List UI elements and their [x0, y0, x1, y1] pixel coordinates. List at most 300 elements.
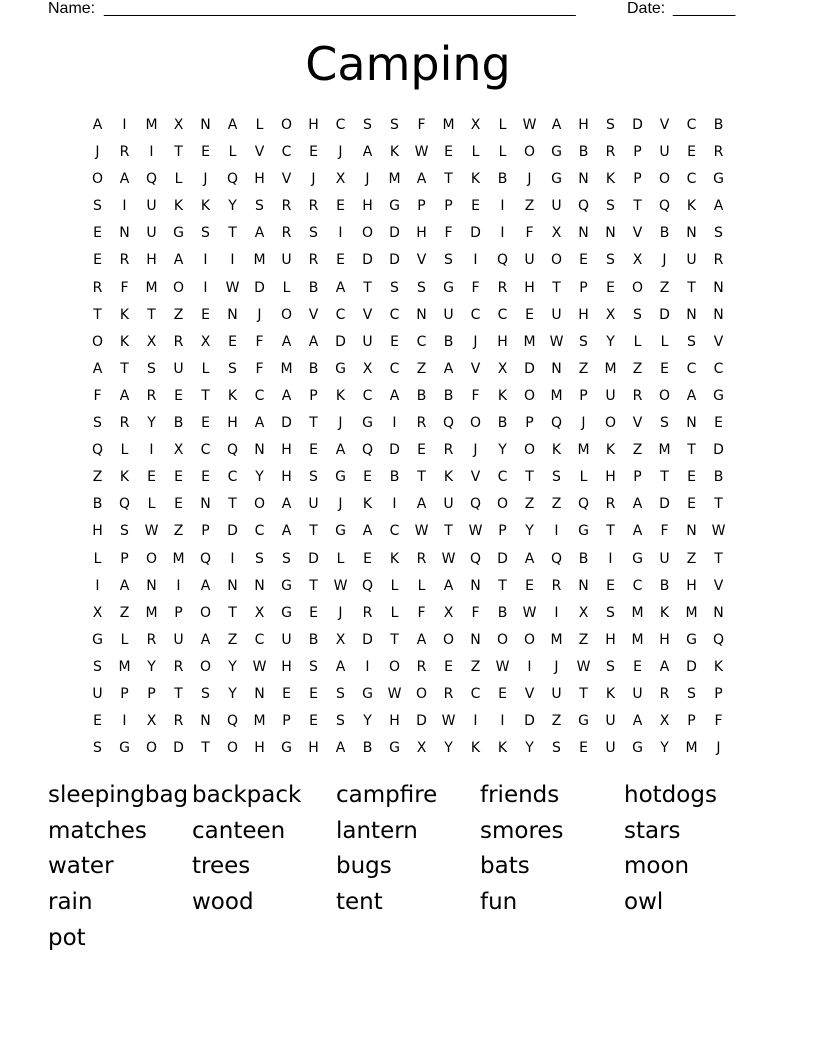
grid-letter[interactable]: I [149, 144, 154, 161]
grid-letter[interactable]: M [550, 631, 563, 648]
grid-letter[interactable]: S [606, 252, 615, 269]
grid-letter[interactable]: E [363, 469, 372, 486]
grid-letter[interactable]: G [443, 279, 454, 296]
grid-letter[interactable]: I [122, 198, 127, 215]
grid-letter[interactable]: R [119, 415, 130, 432]
grid-letter[interactable]: J [338, 144, 343, 161]
grid-letter[interactable]: Z [416, 360, 427, 377]
grid-letter[interactable]: J [338, 415, 343, 432]
grid-letter[interactable]: E [201, 306, 210, 323]
grid-letter[interactable]: C [281, 144, 292, 161]
grid-letter[interactable]: Z [119, 604, 130, 621]
grid-letter[interactable]: D [524, 713, 535, 730]
grid-letter[interactable]: Q [118, 496, 131, 513]
grid-letter[interactable]: P [633, 144, 642, 161]
grid-letter[interactable]: C [254, 631, 265, 648]
grid-letter[interactable]: P [147, 685, 156, 702]
grid-letter[interactable]: X [605, 306, 616, 323]
grid-letter[interactable]: Y [147, 415, 156, 432]
grid-letter[interactable]: O [523, 387, 536, 404]
grid-letter[interactable]: R [92, 279, 103, 296]
grid-letter[interactable]: B [578, 550, 589, 567]
grid-letter[interactable]: U [146, 198, 157, 215]
grid-letter[interactable]: S [255, 550, 264, 567]
grid-letter[interactable]: T [309, 577, 318, 594]
grid-letter[interactable]: M [172, 550, 185, 567]
grid-letter[interactable]: N [227, 306, 238, 323]
grid-letter[interactable]: J [473, 442, 478, 459]
grid-letter[interactable]: L [201, 360, 210, 377]
grid-letter[interactable]: Q [496, 252, 509, 269]
grid-letter[interactable]: V [470, 360, 481, 377]
grid-letter[interactable]: S [93, 415, 102, 432]
grid-letter[interactable]: A [713, 198, 724, 215]
grid-letter[interactable]: J [662, 252, 667, 269]
grid-letter[interactable]: F [714, 713, 723, 730]
grid-letter[interactable]: E [309, 144, 318, 161]
grid-letter[interactable]: Z [470, 658, 481, 675]
grid-letter[interactable]: S [93, 740, 102, 757]
grid-letter[interactable]: H [308, 117, 319, 133]
grid-letter[interactable]: O [145, 740, 158, 757]
grid-letter[interactable]: M [253, 252, 266, 269]
grid-letter[interactable]: X [146, 333, 157, 350]
grid-letter[interactable]: J [311, 171, 316, 188]
grid-letter[interactable]: M [577, 442, 590, 459]
grid-letter[interactable]: S [228, 360, 237, 377]
grid-letter[interactable]: C [497, 469, 508, 486]
grid-letter[interactable]: M [442, 117, 455, 133]
grid-letter[interactable]: D [659, 496, 670, 513]
grid-letter[interactable]: I [365, 658, 370, 675]
grid-letter[interactable]: T [444, 171, 453, 188]
grid-letter[interactable]: E [336, 252, 345, 269]
grid-letter[interactable]: K [389, 144, 400, 161]
grid-letter[interactable]: R [416, 658, 427, 675]
grid-letter[interactable]: T [687, 442, 696, 459]
grid-letter[interactable]: L [633, 333, 642, 350]
grid-letter[interactable]: L [390, 577, 399, 594]
grid-letter[interactable]: G [551, 171, 562, 188]
grid-letter[interactable]: H [389, 713, 400, 730]
grid-letter[interactable]: U [173, 631, 184, 648]
grid-letter[interactable]: M [658, 442, 671, 459]
grid-letter[interactable]: E [687, 469, 696, 486]
grid-letter[interactable]: A [443, 577, 454, 594]
grid-letter[interactable]: R [173, 658, 184, 675]
grid-letter[interactable]: W [522, 117, 537, 133]
grid-letter[interactable]: N [686, 415, 697, 432]
grid-letter[interactable]: E [228, 333, 237, 350]
grid-letter[interactable]: S [687, 685, 696, 702]
grid-letter[interactable]: P [444, 198, 453, 215]
grid-letter[interactable]: F [525, 225, 534, 242]
grid-letter[interactable]: X [335, 631, 346, 648]
grid-letter[interactable]: O [388, 658, 401, 675]
grid-letter[interactable]: O [253, 496, 266, 513]
grid-letter[interactable]: Z [659, 279, 670, 296]
grid-letter[interactable]: J [473, 333, 478, 350]
grid-letter[interactable]: Z [227, 631, 238, 648]
grid-letter[interactable]: S [417, 279, 426, 296]
grid-letter[interactable]: G [713, 171, 724, 188]
grid-letter[interactable]: O [658, 387, 671, 404]
grid-letter[interactable]: V [362, 306, 373, 323]
grid-letter[interactable]: O [172, 279, 185, 296]
grid-letter[interactable]: X [497, 360, 508, 377]
grid-letter[interactable]: O [496, 496, 509, 513]
grid-letter[interactable]: E [579, 740, 588, 757]
grid-letter[interactable]: U [308, 496, 319, 513]
grid-letter[interactable]: E [390, 333, 399, 350]
grid-letter[interactable]: E [498, 685, 507, 702]
grid-letter[interactable]: S [93, 658, 102, 675]
grid-letter[interactable]: A [416, 496, 427, 513]
grid-letter[interactable]: F [660, 523, 669, 540]
grid-letter[interactable]: D [497, 550, 508, 567]
grid-letter[interactable]: U [146, 225, 157, 242]
grid-letter[interactable]: B [578, 144, 589, 161]
grid-letter[interactable]: S [606, 604, 615, 621]
grid-letter[interactable]: T [714, 550, 723, 567]
grid-letter[interactable]: N [551, 360, 562, 377]
grid-letter[interactable]: D [389, 225, 400, 242]
grid-letter[interactable]: B [362, 740, 373, 757]
grid-letter[interactable]: U [92, 685, 103, 702]
grid-letter[interactable]: Y [660, 740, 669, 757]
grid-letter[interactable]: B [497, 415, 508, 432]
grid-letter[interactable]: O [415, 685, 428, 702]
grid-letter[interactable]: O [469, 415, 482, 432]
grid-letter[interactable]: W [468, 523, 483, 540]
grid-letter[interactable]: G [362, 415, 373, 432]
grid-letter[interactable]: W [549, 333, 564, 350]
grid-letter[interactable]: E [363, 550, 372, 567]
grid-letter[interactable]: G [173, 225, 184, 242]
grid-letter[interactable]: L [120, 631, 129, 648]
grid-letter[interactable]: O [496, 631, 509, 648]
grid-letter[interactable]: H [254, 171, 265, 188]
grid-letter[interactable]: H [227, 415, 238, 432]
grid-letter[interactable]: V [416, 252, 427, 269]
grid-letter[interactable]: T [498, 577, 507, 594]
grid-letter[interactable]: T [93, 306, 102, 323]
grid-letter[interactable]: P [714, 685, 723, 702]
grid-letter[interactable]: S [606, 117, 615, 133]
grid-letter[interactable]: B [713, 469, 724, 486]
grid-letter[interactable]: H [146, 252, 157, 269]
grid-letter[interactable]: A [200, 631, 211, 648]
grid-letter[interactable]: E [471, 198, 480, 215]
grid-letter[interactable]: F [471, 279, 480, 296]
grid-letter[interactable]: W [414, 144, 429, 161]
grid-letter[interactable]: O [91, 171, 104, 188]
grid-letter[interactable]: S [606, 658, 615, 675]
grid-letter[interactable]: Q [361, 442, 374, 459]
grid-letter[interactable]: M [145, 279, 158, 296]
grid-letter[interactable]: K [470, 171, 481, 188]
grid-letter[interactable]: S [444, 252, 453, 269]
grid-letter[interactable]: K [713, 658, 724, 675]
grid-letter[interactable]: S [309, 658, 318, 675]
grid-letter[interactable]: R [551, 577, 562, 594]
grid-letter[interactable]: M [631, 604, 644, 621]
grid-letter[interactable]: A [92, 117, 103, 133]
grid-letter[interactable]: B [443, 333, 454, 350]
grid-letter[interactable]: Q [145, 171, 158, 188]
grid-letter[interactable]: F [417, 117, 426, 133]
grid-letter[interactable]: E [93, 225, 102, 242]
grid-letter[interactable]: T [417, 469, 426, 486]
grid-letter[interactable]: E [606, 577, 615, 594]
grid-letter[interactable]: A [416, 171, 427, 188]
grid-letter[interactable]: S [93, 198, 102, 215]
grid-letter[interactable]: V [281, 171, 292, 188]
grid-letter[interactable]: Q [442, 415, 455, 432]
grid-letter[interactable]: Z [551, 713, 562, 730]
grid-letter[interactable]: V [632, 415, 643, 432]
grid-letter[interactable]: W [441, 713, 456, 730]
grid-letter[interactable]: E [282, 685, 291, 702]
grid-letter[interactable]: C [362, 387, 373, 404]
grid-letter[interactable]: W [225, 279, 240, 296]
grid-letter[interactable]: Z [632, 360, 643, 377]
grid-letter[interactable]: B [308, 360, 319, 377]
grid-letter[interactable]: S [363, 117, 372, 133]
grid-letter[interactable]: N [200, 496, 211, 513]
grid-letter[interactable]: P [687, 713, 696, 730]
grid-letter[interactable]: O [280, 306, 293, 323]
grid-letter[interactable]: N [686, 225, 697, 242]
grid-letter[interactable]: N [713, 306, 724, 323]
grid-letter[interactable]: O [145, 550, 158, 567]
grid-letter[interactable]: D [659, 306, 670, 323]
grid-letter[interactable]: O [523, 144, 536, 161]
grid-letter[interactable]: Z [578, 360, 589, 377]
grid-letter[interactable]: B [308, 279, 319, 296]
grid-letter[interactable]: D [254, 279, 265, 296]
grid-letter[interactable]: K [227, 387, 238, 404]
grid-letter[interactable]: X [173, 117, 184, 133]
grid-letter[interactable]: A [119, 387, 130, 404]
grid-letter[interactable]: G [632, 550, 643, 567]
grid-letter[interactable]: B [497, 171, 508, 188]
grid-letter[interactable]: S [201, 225, 210, 242]
grid-letter[interactable]: U [443, 306, 454, 323]
grid-letter[interactable]: T [363, 279, 372, 296]
name-field[interactable]: _____________________________________________________ [104, 0, 576, 17]
grid-letter[interactable]: M [685, 740, 698, 757]
grid-letter[interactable]: U [524, 252, 535, 269]
grid-letter[interactable]: S [147, 360, 156, 377]
grid-letter[interactable]: G [281, 740, 292, 757]
grid-letter[interactable]: W [414, 523, 429, 540]
grid-letter[interactable]: E [174, 496, 183, 513]
grid-letter[interactable]: I [392, 496, 397, 513]
grid-letter[interactable]: K [686, 198, 697, 215]
grid-letter[interactable]: A [281, 523, 292, 540]
grid-letter[interactable]: A [308, 333, 319, 350]
grid-letter[interactable]: A [92, 360, 103, 377]
grid-letter[interactable]: R [443, 685, 454, 702]
grid-letter[interactable]: S [390, 279, 399, 296]
grid-letter[interactable]: S [606, 198, 615, 215]
grid-letter[interactable]: D [686, 658, 697, 675]
grid-letter[interactable]: V [713, 333, 724, 350]
grid-letter[interactable]: N [254, 577, 265, 594]
grid-letter[interactable]: D [362, 252, 373, 269]
grid-letter[interactable]: N [578, 577, 589, 594]
grid-letter[interactable]: O [199, 604, 212, 621]
grid-letter[interactable]: Z [632, 442, 643, 459]
grid-letter[interactable]: A [632, 523, 643, 540]
grid-letter[interactable]: A [281, 333, 292, 350]
grid-letter[interactable]: C [713, 360, 724, 377]
grid-letter[interactable]: T [120, 360, 129, 377]
grid-letter[interactable]: M [253, 713, 266, 730]
grid-letter[interactable]: R [605, 496, 616, 513]
grid-letter[interactable]: C [686, 360, 697, 377]
grid-letter[interactable]: F [471, 604, 480, 621]
grid-letter[interactable]: L [255, 117, 264, 133]
grid-letter[interactable]: N [416, 306, 427, 323]
grid-letter[interactable]: A [632, 713, 643, 730]
grid-letter[interactable]: H [281, 442, 292, 459]
grid-letter[interactable]: O [631, 279, 644, 296]
grid-letter[interactable]: W [387, 685, 402, 702]
grid-letter[interactable]: P [309, 387, 318, 404]
grid-letter[interactable]: J [338, 496, 343, 513]
grid-letter[interactable]: Y [498, 442, 507, 459]
grid-letter[interactable]: J [527, 171, 532, 188]
grid-letter[interactable]: R [659, 685, 670, 702]
grid-letter[interactable]: E [417, 442, 426, 459]
grid-letter[interactable]: U [362, 333, 373, 350]
grid-letter[interactable]: D [173, 740, 184, 757]
grid-letter[interactable]: W [711, 523, 726, 540]
grid-letter[interactable]: D [362, 631, 373, 648]
grid-letter[interactable]: D [335, 333, 346, 350]
grid-letter[interactable]: F [93, 387, 102, 404]
grid-letter[interactable]: G [281, 577, 292, 594]
grid-letter[interactable]: B [92, 496, 103, 513]
grid-letter[interactable]: X [443, 604, 454, 621]
grid-letter[interactable]: E [660, 360, 669, 377]
grid-letter[interactable]: S [309, 225, 318, 242]
grid-letter[interactable]: C [335, 117, 346, 133]
grid-letter[interactable]: A [173, 252, 184, 269]
grid-letter[interactable]: H [578, 306, 589, 323]
grid-letter[interactable]: A [281, 387, 292, 404]
grid-letter[interactable]: W [495, 658, 510, 675]
grid-letter[interactable]: I [500, 713, 505, 730]
grid-letter[interactable]: E [444, 144, 453, 161]
grid-letter[interactable]: H [92, 523, 103, 540]
grid-letter[interactable]: T [174, 144, 183, 161]
grid-letter[interactable]: S [552, 469, 561, 486]
grid-letter[interactable]: Z [578, 631, 589, 648]
grid-letter[interactable]: X [551, 225, 562, 242]
grid-letter[interactable]: M [118, 658, 131, 675]
grid-letter[interactable]: A [254, 415, 265, 432]
grid-letter[interactable]: N [200, 117, 211, 133]
grid-letter[interactable]: B [713, 117, 724, 133]
grid-letter[interactable]: I [527, 658, 532, 675]
grid-letter[interactable]: I [338, 225, 343, 242]
grid-letter[interactable]: N [713, 279, 724, 296]
grid-letter[interactable]: U [551, 198, 562, 215]
grid-letter[interactable]: A [416, 631, 427, 648]
grid-letter[interactable]: B [416, 387, 427, 404]
grid-letter[interactable]: A [200, 577, 211, 594]
grid-letter[interactable]: A [227, 117, 238, 133]
grid-letter[interactable]: R [362, 604, 373, 621]
grid-letter[interactable]: B [443, 387, 454, 404]
grid-letter[interactable]: I [149, 442, 154, 459]
grid-letter[interactable]: Y [444, 740, 453, 757]
grid-letter[interactable]: S [336, 713, 345, 730]
grid-letter[interactable]: D [524, 360, 535, 377]
grid-letter[interactable]: J [338, 604, 343, 621]
grid-letter[interactable]: R [146, 387, 157, 404]
grid-letter[interactable]: L [93, 550, 102, 567]
grid-letter[interactable]: C [335, 306, 346, 323]
grid-letter[interactable]: E [687, 144, 696, 161]
grid-letter[interactable]: C [389, 360, 400, 377]
grid-letter[interactable]: S [579, 333, 588, 350]
grid-letter[interactable]: H [605, 631, 616, 648]
grid-letter[interactable]: K [605, 442, 616, 459]
grid-letter[interactable]: L [174, 171, 183, 188]
grid-letter[interactable]: N [578, 225, 589, 242]
grid-letter[interactable]: R [173, 333, 184, 350]
grid-letter[interactable]: X [254, 604, 265, 621]
grid-letter[interactable]: K [119, 333, 130, 350]
grid-letter[interactable]: P [498, 523, 507, 540]
grid-letter[interactable]: O [550, 252, 563, 269]
grid-letter[interactable]: P [633, 171, 642, 188]
grid-letter[interactable]: W [441, 550, 456, 567]
grid-letter[interactable]: E [714, 415, 723, 432]
grid-letter[interactable]: T [444, 523, 453, 540]
grid-letter[interactable]: P [201, 523, 210, 540]
grid-letter[interactable]: U [281, 252, 292, 269]
grid-letter[interactable]: R [443, 442, 454, 459]
grid-letter[interactable]: Q [550, 550, 563, 567]
grid-letter[interactable]: C [254, 387, 265, 404]
grid-letter[interactable]: A [686, 387, 697, 404]
grid-letter[interactable]: C [470, 685, 481, 702]
grid-letter[interactable]: B [659, 225, 670, 242]
grid-letter[interactable]: K [551, 442, 562, 459]
grid-letter[interactable]: Q [469, 496, 482, 513]
grid-letter[interactable]: H [524, 279, 535, 296]
grid-letter[interactable]: E [525, 306, 534, 323]
grid-letter[interactable]: I [122, 713, 127, 730]
grid-letter[interactable]: N [227, 577, 238, 594]
grid-letter[interactable]: G [578, 523, 589, 540]
grid-letter[interactable]: G [92, 631, 103, 648]
grid-letter[interactable]: Y [228, 658, 237, 675]
grid-letter[interactable]: W [522, 604, 537, 621]
date-field[interactable]: _______ [673, 0, 736, 17]
grid-letter[interactable]: T [201, 740, 210, 757]
grid-letter[interactable]: I [95, 577, 100, 594]
grid-letter[interactable]: K [659, 604, 670, 621]
grid-letter[interactable]: R [308, 198, 319, 215]
grid-letter[interactable]: P [579, 387, 588, 404]
grid-letter[interactable]: T [309, 415, 318, 432]
